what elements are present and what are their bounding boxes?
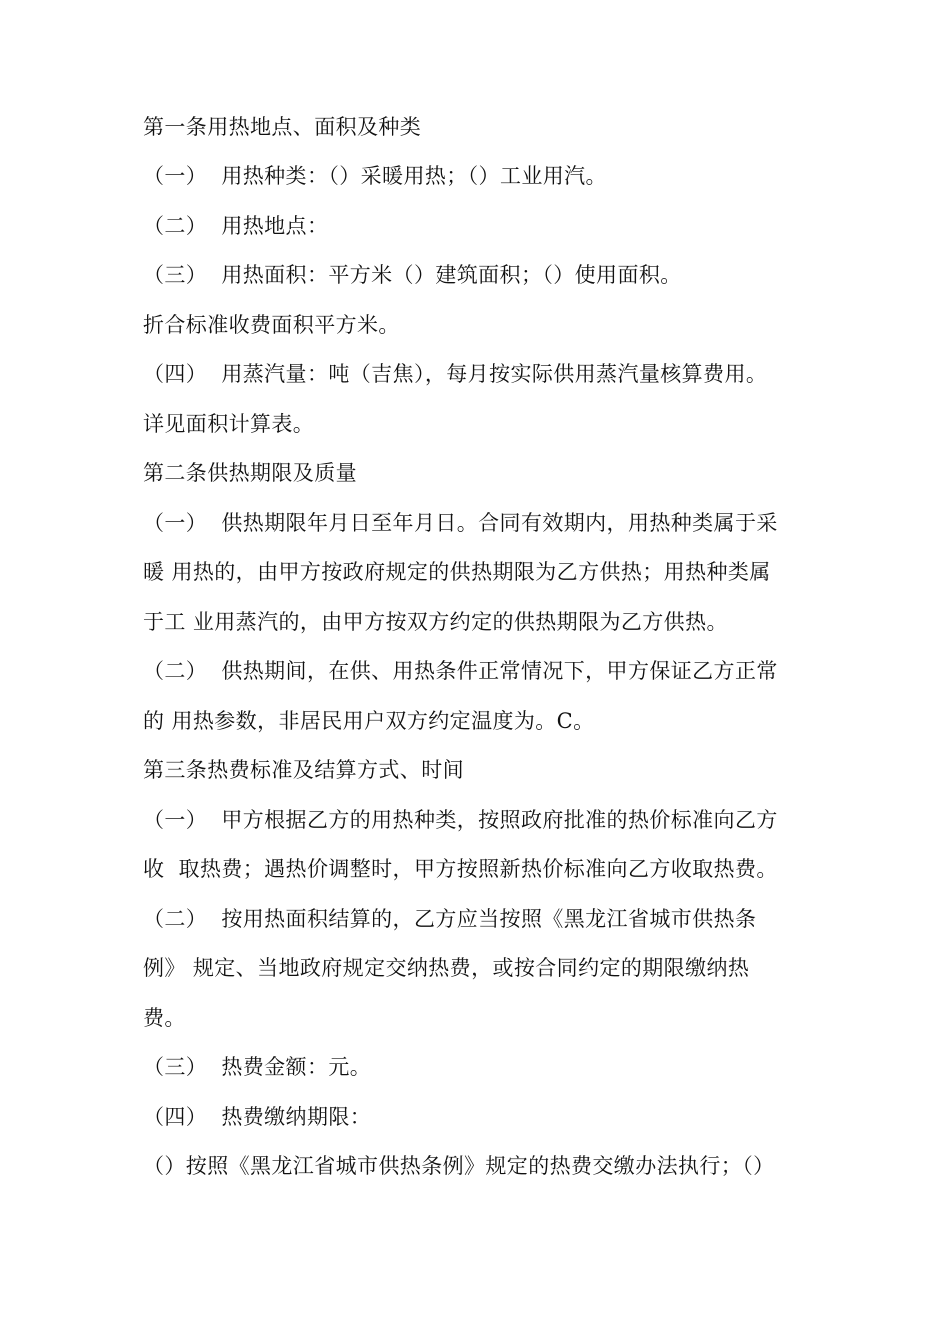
article-3-item-4: （四） 热费缴纳期限： xyxy=(143,1105,372,1129)
article-2-item-2-cont: 的 用热参数，非居民用户双方约定温度为。C。 xyxy=(143,709,595,733)
article-1-item-3: （三） 用热面积：平方米（）建筑面积；（）使用面积。 xyxy=(143,263,682,287)
article-3-item-1: （一） 甲方根据乙方的用热种类，按照政府批准的热价标准向乙方 xyxy=(143,808,778,832)
article-2-item-2: （二） 供热期间，在供、用热条件正常情况下，甲方保证乙方正常 xyxy=(143,659,778,683)
article-2-item-1-cont-1: 暖 用热的，由甲方按政府规定的供热期限为乙方供热；用热种类属 xyxy=(143,560,771,584)
article-3-item-2-cont-1: 例》 规定、当地政府规定交纳热费，或按合同约定的期限缴纳热 xyxy=(143,956,750,980)
article-2-item-1-cont-2: 于工 业用蒸汽的，由甲方按双方约定的供热期限为乙方供热。 xyxy=(143,610,728,634)
article-3-item-3: （三） 热费金额：元。 xyxy=(143,1055,372,1079)
article-3-item-2: （二） 按用热面积结算的，乙方应当按照《黑龙江省城市供热条 xyxy=(143,907,757,931)
article-1-heading: 第一条用热地点、面积及种类 xyxy=(143,115,422,139)
article-1-item-4: （四） 用蒸汽量：吨（吉焦），每月按实际供用蒸汽量核算费用。 xyxy=(143,362,768,386)
article-1-item-1: （一） 用热种类：（）采暖用热；（）工业用汽。 xyxy=(143,164,607,188)
article-3-heading: 第三条热费标准及结算方式、时间 xyxy=(143,758,464,782)
article-3-item-1-cont: 收 取热费；遇热价调整时，甲方按照新热价标准向乙方收取热费。 xyxy=(143,857,778,881)
article-2-item-1: （一） 供热期限年月日至年月日。合同有效期内，用热种类属于采 xyxy=(143,511,778,535)
article-3-item-2-cont-2: 费。 xyxy=(143,1006,186,1030)
article-1-note: 详见面积计算表。 xyxy=(143,412,315,436)
article-2-heading: 第二条供热期限及质量 xyxy=(143,461,357,485)
article-1-item-3-cont: 折合标准收费面积平方米。 xyxy=(143,313,400,337)
article-3-item-4-options: （）按照《黑龙江省城市供热条例》规定的热费交缴办法执行；（） xyxy=(143,1154,775,1178)
article-1-item-2: （二） 用热地点： xyxy=(143,214,329,238)
